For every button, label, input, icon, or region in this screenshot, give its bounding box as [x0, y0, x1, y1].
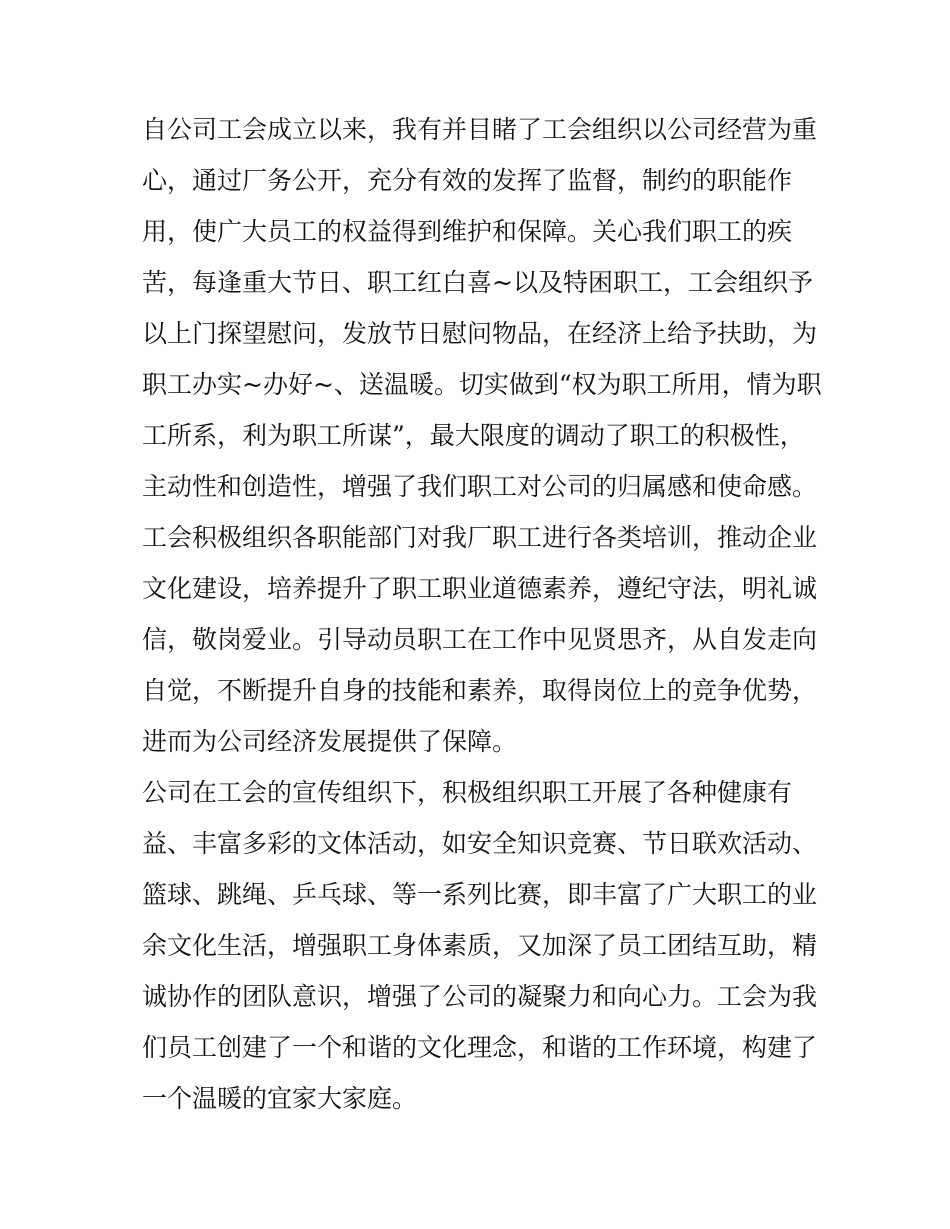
- text-line: 们员工创建了一个和谐的文化理念，和谐的工作环境，构建了: [142, 1033, 818, 1062]
- text-line: 益、丰富多彩的文体活动，如安全知识竞赛、节日联欢活动、: [142, 829, 818, 858]
- text-line: 自觉，不断提升自身的技能和素养，取得岗位上的竞争优势，: [142, 676, 818, 705]
- paragraph-1: [142, 104, 822, 512]
- text-line: 自公司工会成立以来，我有并目睹了工会组织以公司经营为重: [142, 115, 818, 144]
- text-line: 文化建设，培养提升了职工职业道德素养，遵纪守法，明礼诚: [142, 574, 818, 603]
- text-line: 以上门探望慰问，发放节日慰问物品，在经济上给予扶助，为: [142, 319, 818, 348]
- text-line: 公司在工会的宣传组织下，积极组织职工开展了各种健康有: [142, 778, 793, 807]
- text-line: 工所系，利为职工所谋”，最大限度的调动了职工的积极性，: [142, 421, 805, 450]
- text-line: 一个温暖的宜家大家庭。: [142, 1084, 418, 1113]
- text-line: 用，使广大员工的权益得到维护和保障。关心我们职工的疾: [142, 217, 793, 246]
- text-line: 诚协作的团队意识，增强了公司的凝聚力和向心力。工会为我: [142, 982, 818, 1011]
- text-line: 篮球、跳绳、乒乓球、等一系列比赛，即丰富了广大职工的业: [142, 880, 818, 909]
- text-line: 职工办实~办好~、送温暖。切实做到“权为职工所用，情为职: [142, 370, 822, 399]
- text-line: 工会积极组织各职能部门对我厂职工进行各类培训，推动企业: [142, 523, 818, 552]
- text-line: 进而为公司经济发展提供了保障。: [142, 727, 518, 756]
- paragraph-3: [142, 767, 822, 1124]
- text-line: 主动性和创造性，增强了我们职工对公司的归属感和使命感。: [142, 472, 818, 501]
- text-line: 余文化生活，增强职工身体素质，又加深了员工团结互助，精: [142, 931, 818, 960]
- text-line: 苦，每逢重大节日、职工红白喜~以及特困职工，工会组织予: [142, 268, 813, 297]
- text-line: 信，敬岗爱业。引导动员职工在工作中见贤思齐，从自发走向: [142, 625, 818, 654]
- text-line: 心，通过厂务公开，充分有效的发挥了监督，制约的职能作: [142, 166, 793, 195]
- document-body: [142, 104, 822, 1124]
- paragraph-2: [142, 512, 822, 767]
